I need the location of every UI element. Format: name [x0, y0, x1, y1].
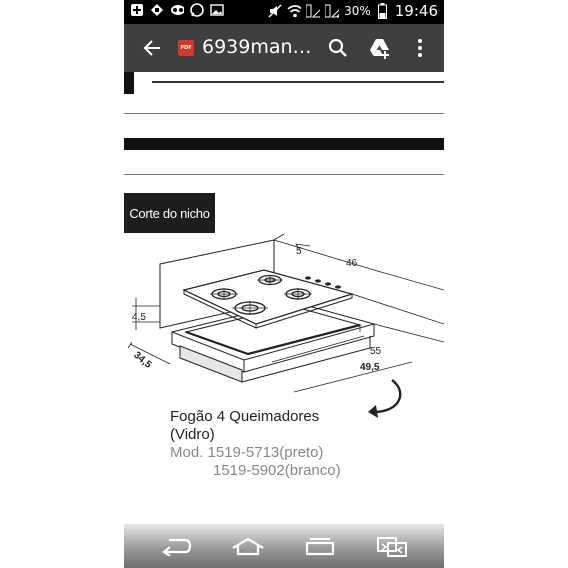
status-bar: [124, 0, 444, 24]
dim-49-5: 49,5: [360, 362, 380, 373]
battery-percent: 30%: [344, 4, 371, 18]
navigation-bar: [124, 524, 444, 568]
phone-screen: [124, 0, 444, 568]
top-left-mark: [124, 72, 134, 94]
product-caption: [170, 408, 341, 480]
caption-model-2: 1519-5902(branco): [213, 462, 341, 479]
caption-subtitle: (Vidro): [170, 426, 215, 443]
rule-line: [124, 113, 444, 114]
signal-2-icon: [325, 4, 339, 18]
home-icon[interactable]: [228, 532, 268, 560]
pdf-page[interactable]: [124, 72, 444, 524]
recents-icon[interactable]: [300, 532, 340, 560]
drive-add-icon[interactable]: [368, 36, 392, 60]
glasses-icon: [170, 3, 184, 17]
caption-model-1: Mod. 1519-5713(preto): [170, 444, 324, 461]
dim-34-5: 34,5: [131, 349, 154, 371]
image-icon: [210, 3, 224, 17]
section-bar: [124, 138, 444, 150]
pdf-file-icon: PDF: [178, 40, 194, 56]
wifi-icon: [287, 4, 301, 18]
back-icon[interactable]: [156, 532, 196, 560]
rule-line: [152, 81, 444, 83]
more-vert-icon[interactable]: [410, 36, 430, 60]
section-label: Corte do nicho: [124, 193, 215, 233]
search-icon[interactable]: [326, 36, 350, 60]
cooktop-cutout-diagram: [124, 232, 444, 432]
back-arrow-icon[interactable]: [138, 34, 166, 62]
app-bar: [124, 24, 444, 72]
mute-icon: [268, 4, 282, 18]
dim-55: 55: [370, 346, 382, 357]
photos-icon: [150, 3, 164, 17]
caption-title: Fogão 4 Queimadores: [170, 408, 320, 425]
dual-window-icon[interactable]: [372, 532, 412, 560]
dim-46: 46: [346, 258, 358, 269]
battery-icon: [376, 4, 390, 18]
whatsapp-icon: [190, 3, 204, 17]
dim-4-5: 4,5: [132, 312, 146, 323]
clock: 19:46: [394, 2, 438, 20]
signal-1-icon: [306, 4, 320, 18]
rule-line: [124, 174, 444, 175]
dim-5: 5: [296, 246, 302, 257]
plus-icon: [130, 3, 144, 17]
document-title: 6939man…: [202, 36, 312, 58]
